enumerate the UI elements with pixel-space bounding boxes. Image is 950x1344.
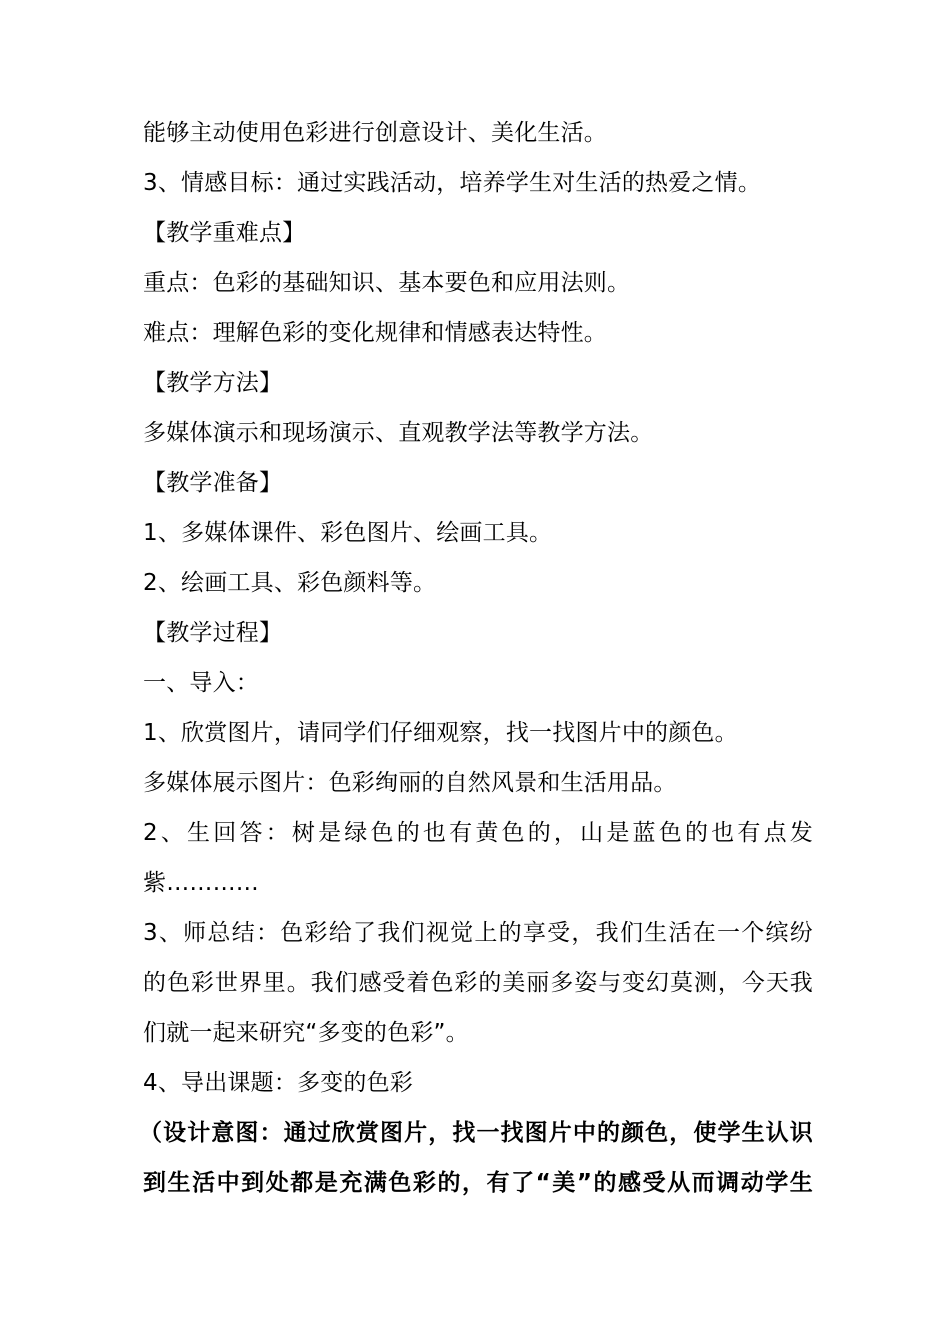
difficult-points-line: 难点：理解色彩的变化规律和情感表达特性。 <box>143 320 607 346</box>
design-intent-line-2: 到生活中到处都是充满色彩的，有了“美”的感受从而调动学生 <box>143 1170 813 1196</box>
emotional-goal-line: 3、情感目标：通过实践活动，培养学生对生活的热爱之情。 <box>143 170 762 196</box>
section-heading-key-difficult-points: 【教学重难点】 <box>143 220 306 246</box>
process-step-3-line-3: 们就一起来研究“多变的色彩”。 <box>143 1020 469 1046</box>
body-text-line: 能够主动使用色彩进行创意设计、美化生活。 <box>143 120 607 146</box>
process-step-3-line-2: 的色彩世界里。我们感受着色彩的美丽多姿与变幻莫测，今天我 <box>143 970 813 996</box>
section-heading-teaching-preparation: 【教学准备】 <box>143 470 283 496</box>
section-heading-teaching-process: 【教学过程】 <box>143 620 283 646</box>
process-step-2-line-1: 2、生回答：树是绿色的也有黄色的，山是蓝色的也有点发 <box>143 820 813 846</box>
preparation-item-1: 1、多媒体课件、彩色图片、绘画工具。 <box>143 520 553 546</box>
process-step-1: 1、欣赏图片，请同学们仔细观察，找一找图片中的颜色。 <box>143 720 738 746</box>
process-step-2-line-2: 紫………… <box>143 870 259 896</box>
section-heading-teaching-methods: 【教学方法】 <box>143 370 283 396</box>
preparation-item-2: 2、绘画工具、彩色颜料等。 <box>143 570 437 596</box>
multimedia-display-line: 多媒体展示图片：色彩绚丽的自然风景和生活用品。 <box>143 770 677 796</box>
key-points-line: 重点：色彩的基础知识、基本要色和应用法则。 <box>143 270 631 296</box>
document-body <box>139 108 813 1208</box>
teaching-methods-line: 多媒体演示和现场演示、直观教学法等教学方法。 <box>143 420 654 446</box>
process-step-3-line-1: 3、师总结：色彩给了我们视觉上的享受，我们生活在一个缤纷 <box>143 920 813 946</box>
design-intent-line-1: （设计意图：通过欣赏图片，找一找图片中的颜色，使学生认识 <box>139 1120 813 1146</box>
process-part-introduction: 一、导入： <box>143 670 259 696</box>
process-step-4: 4、导出课题：多变的色彩 <box>143 1070 414 1096</box>
